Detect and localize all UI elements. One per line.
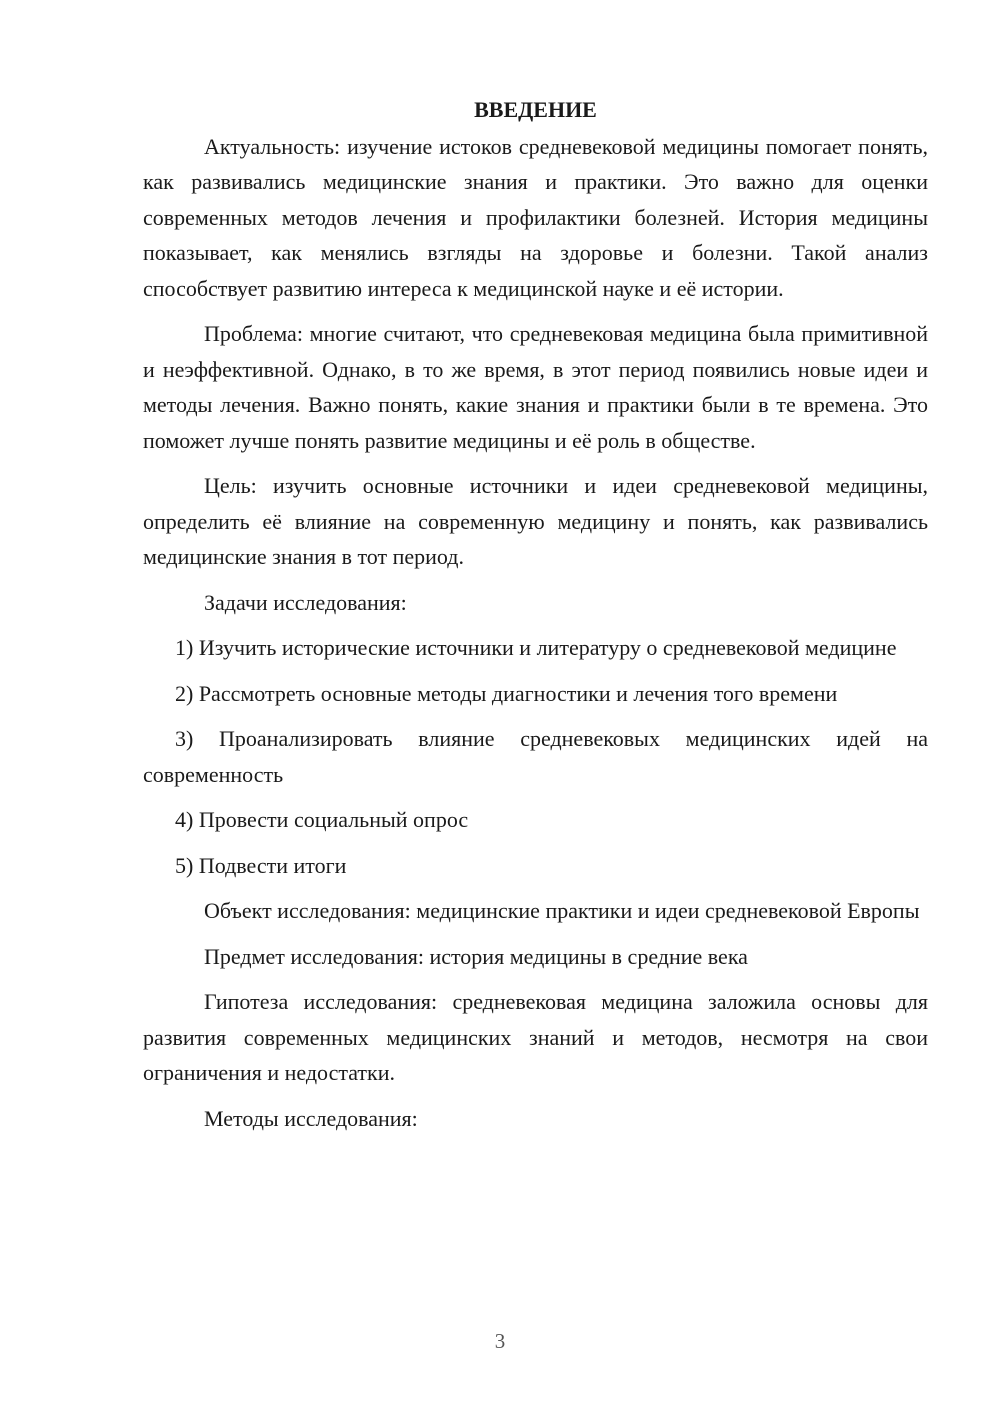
relevance-paragraph: Актуальность: изучение истоков средневековой медицины помогает понять, как развивались медицинские знания и практики. Это важно для оценки современных методов лечения и профилактики болезней. История медицины показывает, как менялись взгляды на здоровье и болезни. Такой анализ способствует развитию интереса к медицинской науке и её истории. — [143, 133, 928, 301]
list-item: 3) Проанализировать влияние средневековых медицинских идей на современность — [143, 726, 928, 787]
list-item: 4) Провести социальный опрос — [175, 807, 469, 832]
hypothesis-paragraph: Гипотеза исследования: средневековая медицина заложила основы для развития современных медицинских знаний и методов, несмотря на свои ограничения и недостатки. — [143, 989, 928, 1085]
list-item: 1) Изучить исторические источники и литературу о средневековой медицине — [175, 635, 897, 660]
tasks-heading: Задачи исследования: — [204, 589, 407, 615]
list-item: 5) Подвести итоги — [175, 852, 347, 878]
methods-heading: Методы исследования: — [204, 1105, 418, 1131]
object-paragraph: Объект исследования: медицинские практики и идеи средневековой Европы — [204, 898, 920, 923]
goal-paragraph: Цель: изучить основные источники и идеи средневековой медицины, определить её влияние на современную медицину и понять, как развивались медицинские знания в тот период. — [143, 473, 928, 569]
document-title: ВВЕДЕНИЕ — [474, 97, 597, 122]
subject-paragraph: Предмет исследования: история медицины в средние века — [204, 943, 748, 969]
list-item: 2) Рассмотреть основные методы диагностики и лечения того времени — [175, 680, 838, 706]
tasks-list — [143, 630, 928, 883]
page-number: 3 — [494, 1329, 506, 1353]
document-page — [143, 92, 928, 1146]
problem-paragraph: Проблема: многие считают, что средневековая медицина была примитивной и неэффективной. Однако, в то же время, в этот период появились новые идеи и методы лечения. Важно понять, какие знания и практики были в те времена. Это поможет лучше понять развитие медицины и её роль в обществе. — [143, 321, 928, 453]
